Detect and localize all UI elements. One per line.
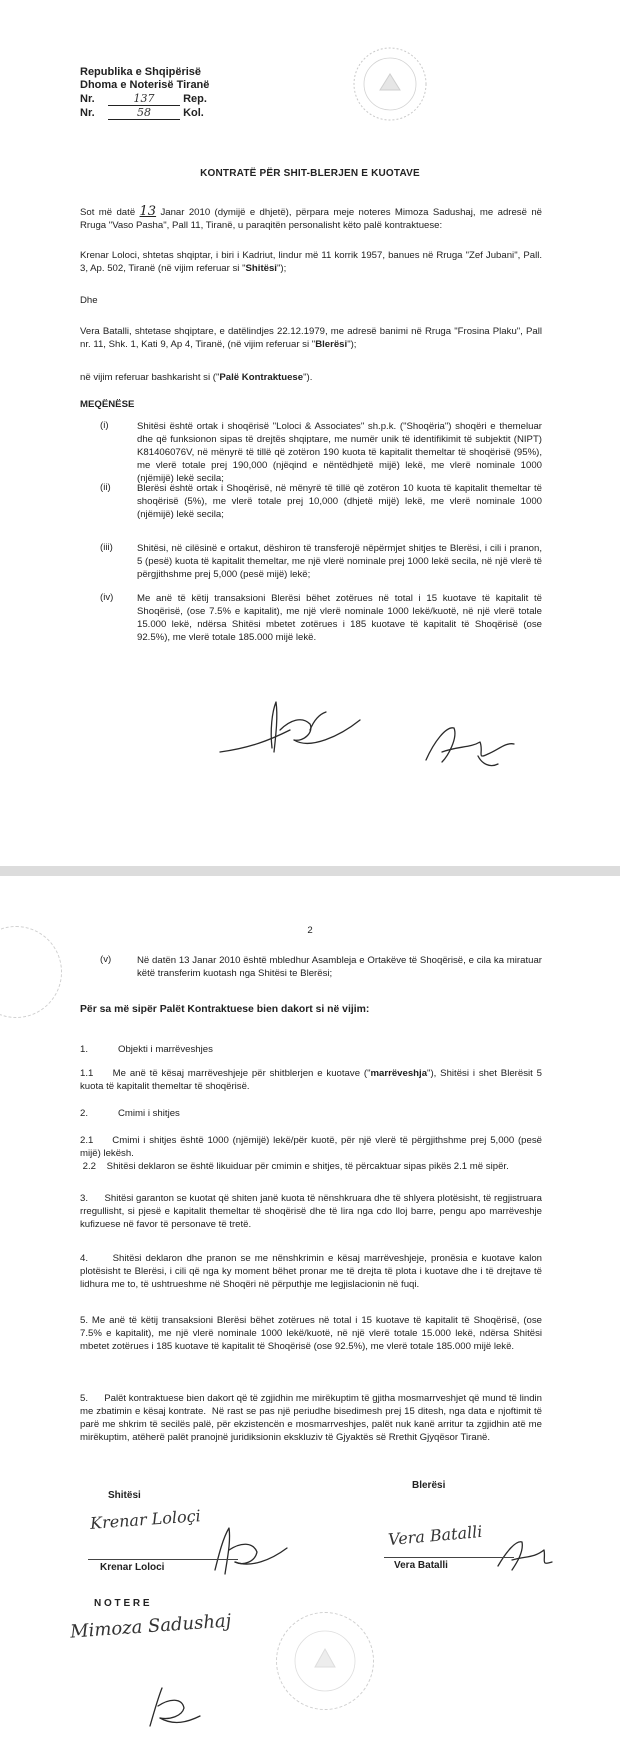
dhe-line: Dhe <box>80 295 98 306</box>
seller-sign-name: Krenar Loloci <box>100 1562 165 1573</box>
signature-icon <box>130 1676 210 1736</box>
whereas-num-ii: (ii) <box>100 482 111 493</box>
signature-icon <box>195 1520 295 1580</box>
buyer-handwritten: Vera Batalli <box>387 1521 484 1550</box>
clause-1-1-post: "), Shitësi i shet Blerësit 5 kuota të kapitalit themeltar të shoqërisë. <box>80 1068 542 1092</box>
whereas-num-iii: (iii) <box>100 542 113 553</box>
seal-stamp-left <box>0 926 62 1018</box>
clause-1-1-term: marrëveshja <box>370 1068 428 1079</box>
rep-number: 137 <box>108 92 180 106</box>
section-2-num: 2. <box>80 1108 89 1119</box>
signature-icon <box>418 712 538 772</box>
intro-rest: Janar 2010 (dymijë e dhjetë), përpara meje noteres Mimoza Sadushaj, me adresë në Rruga "Vaso Pasha", Pall 11, Tiranë, u paraqitën personalisht këto palë kontraktuese: <box>80 207 542 231</box>
clause-5a: 5. Me anë të këtij transaksioni Blerësi bëhet zotërues në total i 15 kuotave të kapitalit të Shoqërisë, (ose 7.5% e kapitalit), me një vlerë nominale 1000 lekë/kuotë, në një vlerë totale 15.000 lekë, ndërsa Shitësi mbetet zotërues i 185 kuotave të kapitalit të Shoqërisë (ose 92.5%), me vlerë totale 185.000 mijë lekë. <box>80 1315 542 1352</box>
kol-label: Kol. <box>183 107 204 119</box>
rep-label: Rep. <box>183 93 207 105</box>
section-2-title: Cmimi i shitjes <box>118 1108 180 1119</box>
section-1-title: Objekti i marrëveshjes <box>118 1044 213 1055</box>
kol-number: 58 <box>108 106 180 120</box>
clause-1-1-pre: 1.1 Me anë të kësaj marrëveshjeje për shitblerjen e kuotave (" <box>80 1068 371 1079</box>
item-v-text: Në datën 13 Janar 2010 është mbledhur Asambleja e Ortakëve të Shoqërisë, e cila ka miratuar këtë transferim kuotash nga Shitësi te Blerësi; <box>137 955 542 979</box>
header-kol-line <box>80 106 380 120</box>
whereas-title: MEQËNËSE <box>80 399 135 410</box>
seller-term: Shitësi <box>245 263 277 274</box>
buyer-signature-p2 <box>492 1526 562 1576</box>
contract-page-1 <box>0 0 620 866</box>
seal-icon <box>277 1613 373 1709</box>
intro-paragraph <box>80 205 542 232</box>
nr-label: Nr. <box>80 93 95 105</box>
intro-pre: Sot më datë <box>80 207 136 218</box>
intro-day: 13 <box>139 204 157 219</box>
seller-sign-label: Shitësi <box>108 1490 141 1501</box>
seller-handwritten: Krenar Loloçi <box>89 1506 202 1533</box>
whereas-item-ii: Blerësi është ortak i Shoqërisë, në mënyrë të tillë që zotëron 10 kuota të kapitalit themeltar të shoqërisë (5%), me vlerë totale prej 10,000 (dhjetë mijë) lekë, me vlerë nominale 1000 (njëmijë) lekë secila; <box>137 483 542 520</box>
buyer-paragraph <box>80 325 542 351</box>
contract-title: KONTRATË PËR SHIT-BLERJEN E KUOTAVE <box>200 168 420 179</box>
buyer-text: Vera Batalli, shtetase shqiptare, e datëlindjes 22.12.1979, me adresë banimi në Rruga "Frosina Plaku", Pall nr. 11, Shk. 1, Kati 9, Ap 4, Tiranë, (në vijim referuar si " <box>80 326 542 350</box>
seller-signature-p2 <box>195 1520 295 1580</box>
page-number: 2 <box>307 925 313 936</box>
buyer-post: "); <box>347 339 357 350</box>
notary-header <box>80 66 380 120</box>
notary-handwritten: Mimoza Sadushaj <box>69 1610 232 1643</box>
section-1-num: 1. <box>80 1044 89 1055</box>
header-rep-line <box>80 92 380 106</box>
parties-pre: në vijim referuar bashkarisht si (" <box>80 372 220 383</box>
contract-page-2 <box>0 876 620 1752</box>
seller-post: "); <box>276 263 287 274</box>
buyer-term: Blerësi <box>315 339 348 350</box>
whereas-num-iv: (iv) <box>100 592 114 603</box>
notary-signature <box>130 1676 210 1736</box>
signature-icon <box>492 1526 562 1576</box>
buyer-sign-name: Vera Batalli <box>394 1560 448 1571</box>
clause-1-1 <box>80 1067 542 1093</box>
whereas-item-i: Shitësi është ortak i shoqërisë "Loloci & Associates" sh.p.k. ("Shoqëria") shoqëri e themeluar dhe që funksionon sipas të drejtës shqiptare, me numër unik të identifikimit të subjektit (NIPT) K81406076V, në mënyrë të tillë që zotëron 190 kuota të kapitalit themeltar të shoqërisë (95%), me vlerë totale prej 190,000 (njëqind e nëntëdhjetë mijë) lekë, me vlerë nominale 1000 (njëmijë) lekë secila; <box>137 421 542 484</box>
clause-3: 3. Shitësi garanton se kuotat që shiten janë kuota të nënshkruara dhe të shlyera plotësisht, të regjistruara rregullisht, si pjesë e kapitalit themeltar të shoqërisë dhe të lira nga cdo lloj barre, pengu apo marrëveshje kufizuese në favor të personave të tretë. <box>80 1193 545 1230</box>
signature-icon <box>210 690 390 770</box>
clause-2-2: 2.2 Shitësi deklaron se është likuiduar për cmimin e shitjes, të përcaktuar sipas pikës 2.1 më sipër. <box>80 1161 509 1172</box>
agree-heading: Për sa më sipër Palët Kontraktuese bien dakort si në vijim: <box>80 1004 370 1015</box>
seller-sign-line <box>88 1559 238 1560</box>
item-v-num: (v) <box>100 954 112 965</box>
nr-label-2: Nr. <box>80 107 95 119</box>
buyer-signature-p1 <box>418 712 538 772</box>
notary-label: N O T E R E <box>94 1598 150 1609</box>
seller-text: Krenar Loloci, shtetas shqiptar, i biri i Kadriut, lindur më 11 korrik 1957, banues në Rruga "Zef Jubani", Pall. 3, Ap. 502, Tiranë (në vijim referuar si " <box>80 250 542 274</box>
whereas-num-i: (i) <box>100 420 109 431</box>
seller-paragraph <box>80 249 542 275</box>
clause-5b: 5. Palët kontraktuese bien dakort që të zgjidhin me mirëkuptim të gjitha mosmarrveshjet që mund të lindin me zbatimin e kësaj kontrate. Në rast se pas një periudhe bisedimesh prej 15 ditesh, nga data e njoftimit të parë me shkrim të secilës palë, për ekzistencën e mosmarrveshjes, palët nuk kanë arritur ta zgjidhin atë me mirëkuptim, atëherë palët pranojnë juridiksionin ekskluziv të Gjyaktës së Rrethit Gjyqësor Tiranë. <box>80 1393 545 1443</box>
clause-2-1: 2.1 Cmimi i shitjes është 1000 (njëmijë) lekë/për kuotë, për një vlerë të përgjithshme prej 5,000 (pesë mijë) lekësh. <box>80 1135 545 1159</box>
buyer-sign-label: Blerësi <box>412 1480 446 1491</box>
header-republic: Republika e Shqipërisë <box>80 66 202 78</box>
buyer-sign-line <box>384 1557 514 1558</box>
whereas-item-iv: Me anë të këtij transaksioni Blerësi bëhet zotërues në total i 15 kuotave të kapitalit të Shoqërisë, (ose 7.5% e kapitalit), me një vlerë nominale 1000 lekë/kuotë, në një vlerë totale 15.000 lekë, ndërsa Shitësi mbetet zotërues i 185 kuotave të kapitalit të Shoqërisë (ose 92.5%), me vlerë totale 185.000 mijë lekë. <box>137 593 542 643</box>
clause-4: 4. Shitësi deklaron dhe pranon se me nënshkrimin e kësaj marrëveshjeje, pronësia e kuotave kalon plotësisht te Blerësi, i cili që nga ky moment bëhet pronar me të drejta të plota i kuotave dhe i të drejtave të lidhura me to, të ushtrueshme në Shoqëri në përputhje me legjislacionin në fuqi. <box>80 1253 545 1290</box>
parties-line <box>80 371 542 384</box>
parties-post: "). <box>303 372 313 383</box>
whereas-item-iii: Shitësi, në cilësinë e ortakut, dëshiron të transferojë nëpërmjet shitjes te Blerësi, i cili i pranon, 5 (pesë) kuota të kapitalit themeltar, me një vlerë nominale prej 1000 lekë secila, në një vlerë të përgjithshme prej 5,000 (pesë mijë) lekë; <box>137 543 542 580</box>
seal-stamp-bottom <box>276 1612 374 1710</box>
seller-signature-p1 <box>210 690 390 770</box>
parties-term: Palë Kontraktuese <box>219 372 304 383</box>
header-chamber: Dhoma e Noterisë Tiranë <box>80 79 210 91</box>
